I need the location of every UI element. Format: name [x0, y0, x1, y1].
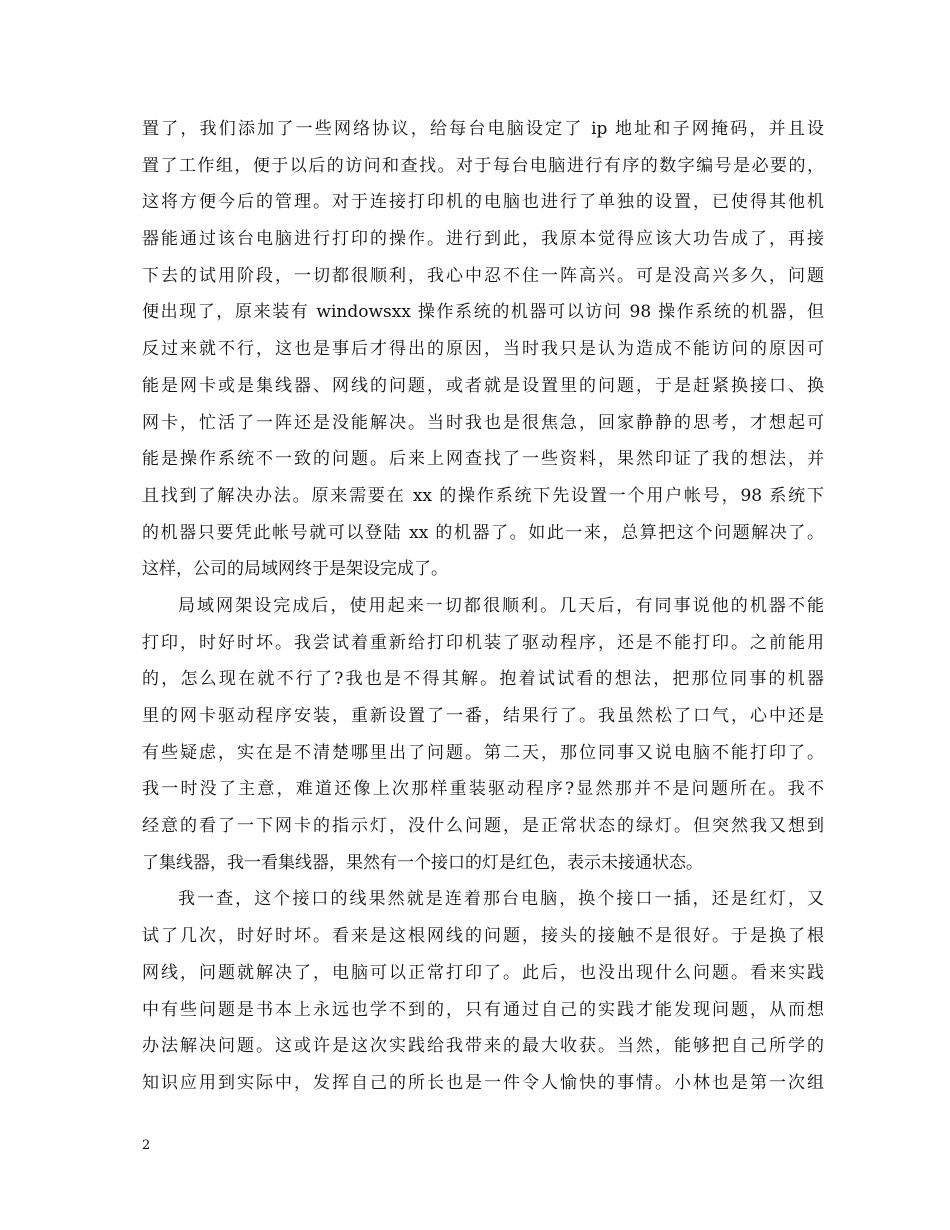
text-line: 知识应用到实际中，发挥自己的所长也是一件令人愉快的事情。小林也是第一次组 — [142, 1072, 824, 1093]
text-line: 能是网卡或是集线器、网线的问题，或者就是设置里的问题，于是赶紧换接口、换 — [142, 375, 824, 396]
text-line: 下去的试用阶段，一切都很顺利，我心中忍不住一阵高兴。可是没高兴多久，问题 — [142, 265, 824, 286]
text-line: 反过来就不行，这也是事后才得出的原因，当时我只是认为造成不能访问的原因可 — [142, 339, 824, 360]
text-line: 里的网卡驱动程序安装，重新设置了一番，结果行了。我虽然松了口气，心中还是 — [142, 706, 824, 726]
text-line: 网卡，忙活了一阵还是没能解决。当时我也是很焦急，回家静静的思考，才想起可 — [142, 412, 824, 433]
text-line: 办法解决问题。这或许是这次实践给我带来的最大收获。当然，能够把自己所学的 — [142, 1036, 824, 1057]
text-line: 便出现了，原来装有 windowsxx 操作系统的机器可以访问 98 操作系统的机器，但 — [142, 302, 824, 323]
text-line-paragraph-start: 我一查，这个接口的线果然就是连着那台电脑，换个接口一插，还是红灯，又 — [178, 889, 824, 910]
text-line: 经意的看了一下网卡的指示灯，没什么问题，是正常状态的绿灯。但突然我又想到 — [142, 816, 824, 837]
text-line: 网线，问题就解决了，电脑可以正常打印了。此后，也没出现什么问题。看来实践 — [142, 962, 824, 983]
text-line: 的机器只要凭此帐号就可以登陆 xx 的机器了。如此一来，总算把这个问题解决了。 — [142, 522, 824, 543]
text-line-paragraph-end: 了集线器，我一看集线器，果然有一个接口的灯是红色，表示未接通状态。 — [142, 852, 703, 873]
text-line: 器能通过该台电脑进行打印的操作。进行到此，我原本觉得应该大功告成了，再接 — [142, 229, 824, 250]
text-line: 置了，我们添加了一些网络协议，给每台电脑设定了 ip 地址和子网掩码，并且设 — [142, 119, 824, 139]
text-line: 我一时没了主意，难道还像上次那样重装驱动程序?显然那并不是问题所在。我不 — [142, 779, 824, 800]
text-line: 且找到了解决办法。原来需要在 xx 的操作系统下先设置一个用户帐号，98 系统下 — [142, 485, 824, 506]
text-line: 有些疑虑，实在是不清楚哪里出了问题。第二天，那位同事又说电脑不能打印了。 — [142, 742, 824, 763]
text-line: 打印，时好时坏。我尝试着重新给打印机装了驱动程序，还是不能打印。之前能用 — [142, 632, 824, 653]
text-line: 中有些问题是书本上永远也学不到的，只有通过自己的实践才能发现问题，从而想 — [142, 999, 824, 1020]
page-number: 2 — [142, 1138, 151, 1153]
text-line: 这将方便今后的管理。对于连接打印机的电脑也进行了单独的设置，已使得其他机 — [142, 192, 824, 213]
body-text — [142, 111, 824, 1102]
text-line: 试了几次，时好时坏。看来是这根网线的问题，接头的接触不是很好。于是换了根 — [142, 926, 824, 947]
text-line-paragraph-start: 局域网架设完成后，使用起来一切都很顺利。几天后，有同事说他的机器不能 — [178, 595, 824, 616]
text-line: 的，怎么现在就不行了?我也是不得其解。抱着试试看的想法，把那位同事的机器 — [142, 669, 824, 690]
text-line: 置了工作组，便于以后的访问和查找。对于每台电脑进行有序的数字编号是必要的， — [142, 155, 824, 176]
text-line-paragraph-end: 这样，公司的局域网终于是架设完成了。 — [142, 559, 448, 580]
text-line: 能是操作系统不一致的问题。后来上网查找了一些资料，果然印证了我的想法，并 — [142, 449, 824, 470]
